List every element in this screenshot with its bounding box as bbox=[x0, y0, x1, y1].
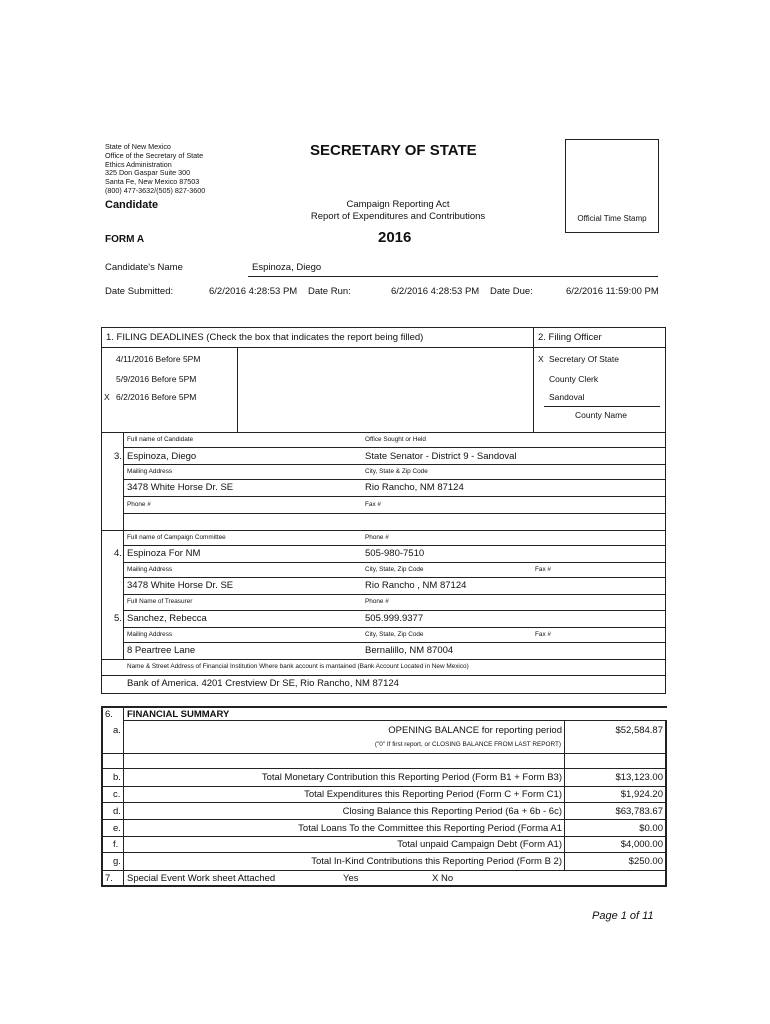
filing-deadlines-heading: 1. FILING DEADLINES (Check the box that indicates the report being filled) bbox=[106, 332, 424, 343]
opening-balance-label: OPENING BALANCE for reporting period bbox=[388, 725, 562, 736]
city-state-zip-label: City, State, Zip Code bbox=[365, 566, 424, 573]
mailing-address-label: Mailing Address bbox=[127, 631, 173, 638]
row-letter: a. bbox=[113, 725, 121, 736]
county-name-value: Sandoval bbox=[549, 392, 585, 402]
special-event-yes-option[interactable]: Yes bbox=[343, 873, 359, 884]
section-number: 5. bbox=[114, 613, 122, 624]
deadline-option: 6/2/2016 Before 5PM bbox=[116, 392, 197, 402]
address-line: 325 Don Gaspar Suite 300 bbox=[105, 168, 191, 178]
phone-label: Phone # bbox=[365, 534, 389, 541]
city-state-zip-label: City, State, Zip Code bbox=[365, 631, 424, 638]
form-label: FORM A bbox=[105, 234, 145, 245]
summary-row-label: Total unpaid Campaign Debt (Form A1) bbox=[397, 839, 562, 850]
fax-label: Fax # bbox=[535, 566, 551, 573]
candidate-fullname-value: Espinoza, Diego bbox=[127, 451, 197, 462]
fax-label: Fax # bbox=[535, 631, 551, 638]
date-due-label: Date Due: bbox=[490, 286, 533, 297]
section-number: 6. bbox=[105, 709, 113, 720]
date-submitted-value: 6/2/2016 4:28:53 PM bbox=[209, 286, 298, 297]
city-state-zip-value: Rio Rancho , NM 87124 bbox=[365, 580, 467, 591]
mailing-address-label: Mailing Address bbox=[127, 468, 173, 475]
officer-checkbox[interactable]: X bbox=[538, 354, 544, 364]
summary-row-value: $63,783.67 bbox=[615, 806, 663, 817]
candidate-name-value: Espinoza, Diego bbox=[252, 262, 322, 273]
city-state-zip-label: City, State & Zip Code bbox=[365, 468, 428, 475]
summary-row-label: Total Monetary Contribution this Reporting Period (Form B1 + Form B3) bbox=[261, 772, 562, 783]
special-event-label: Special Event Work sheet Attached bbox=[127, 873, 276, 884]
fax-label: Fax # bbox=[365, 501, 381, 508]
row-letter: e. bbox=[113, 823, 121, 834]
date-submitted-label: Date Submitted: bbox=[105, 286, 174, 297]
date-run-label: Date Run: bbox=[308, 286, 351, 297]
summary-row-value: $13,123.00 bbox=[615, 772, 663, 783]
section-number: 4. bbox=[114, 548, 122, 559]
date-due-value: 6/2/2016 11:59:00 PM bbox=[566, 286, 659, 297]
section-number: 3. bbox=[114, 451, 122, 462]
mailing-address-value: 8 Peartree Lane bbox=[127, 645, 196, 656]
opening-balance-value: $52,584.87 bbox=[615, 725, 663, 736]
committee-name-value: Espinoza For NM bbox=[127, 548, 201, 559]
row-letter: d. bbox=[113, 806, 121, 817]
financial-summary-heading: FINANCIAL SUMMARY bbox=[127, 709, 230, 720]
bank-address-value: Bank of America. 4201 Crestview Dr SE, Rio Rancho, NM 87124 bbox=[127, 678, 399, 689]
mailing-address-value: 3478 White Horse Dr. SE bbox=[127, 580, 234, 591]
office-sought-value: State Senator - District 9 - Sandoval bbox=[365, 451, 517, 462]
treasurer-name-value: Sanchez, Rebecca bbox=[127, 613, 207, 624]
summary-row-value: $1,924.20 bbox=[620, 789, 663, 800]
summary-row-label: Closing Balance this Reporting Period (6a + 6b - 6c) bbox=[342, 806, 562, 817]
filing-officer-heading: 2. Filing Officer bbox=[538, 332, 602, 343]
address-line: (800) 477-3632/(505) 827-3600 bbox=[105, 185, 206, 195]
treasurer-phone-value: 505.999.9377 bbox=[365, 613, 424, 624]
row-letter: b. bbox=[113, 772, 121, 783]
opening-balance-note: ("0" If first report, or CLOSING BALANCE FROM LAST REPORT) bbox=[374, 741, 561, 748]
summary-row-label: Total Loans To the Committee this Reporting Period (Forma A1 bbox=[298, 823, 562, 834]
deadline-option: 5/9/2016 Before 5PM bbox=[116, 374, 197, 384]
city-state-zip-value: Rio Rancho, NM 87124 bbox=[365, 482, 464, 493]
page-title: SECRETARY OF STATE bbox=[310, 142, 477, 159]
act-line-1: Campaign Reporting Act bbox=[346, 199, 450, 210]
row-letter: g. bbox=[113, 856, 121, 867]
phone-label: Phone # bbox=[365, 598, 389, 605]
address-line: Ethics Administration bbox=[105, 159, 172, 169]
report-year: 2016 bbox=[378, 229, 412, 246]
candidate-label: Candidate bbox=[105, 199, 159, 211]
page-number: Page 1 of 11 bbox=[592, 910, 654, 922]
committee-phone-value: 505-980-7510 bbox=[365, 548, 425, 559]
bank-address-label: Name & Street Address of Financial Institution Where bank account is mantained (Bank Account Located in New Mexico) bbox=[127, 663, 469, 670]
summary-row-value: $4,000.00 bbox=[620, 839, 663, 850]
office-address-block bbox=[105, 143, 205, 196]
time-stamp-label: Official Time Stamp bbox=[577, 214, 647, 223]
summary-row-label: Total Expenditures this Reporting Period (Form C + Form C1) bbox=[304, 789, 562, 800]
summary-row-value: $250.00 bbox=[628, 856, 663, 867]
city-state-zip-value: Bernalillo, NM 87004 bbox=[365, 645, 454, 656]
candidate-name-label: Candidate's Name bbox=[105, 262, 183, 273]
act-line-2: Report of Expenditures and Contributions bbox=[310, 211, 486, 222]
officer-option: Secretary Of State bbox=[549, 354, 619, 364]
deadline-checkbox[interactable]: X bbox=[104, 392, 110, 402]
mailing-address-value: 3478 White Horse Dr. SE bbox=[127, 482, 234, 493]
committee-name-label: Full name of Campaign Committee bbox=[127, 534, 226, 541]
act-subtitle bbox=[306, 199, 490, 223]
special-event-no-option[interactable]: X No bbox=[432, 873, 454, 884]
row-letter: c. bbox=[113, 789, 121, 800]
office-sought-label: Office Sought or Held bbox=[365, 436, 426, 443]
treasurer-name-label: Full Name of Treasurer bbox=[127, 598, 193, 605]
address-line: State of New Mexico bbox=[105, 142, 171, 151]
county-name-label: County Name bbox=[575, 410, 627, 420]
summary-row-label: Total In-Kind Contributions this Reporting Period (Form B 2) bbox=[311, 856, 562, 867]
candidate-fullname-label: Full name of Candidate bbox=[127, 436, 194, 443]
phone-label: Phone # bbox=[127, 501, 151, 508]
address-line: Santa Fe, New Mexico 87503 bbox=[105, 177, 200, 187]
row-letter: f. bbox=[113, 839, 119, 850]
date-run-value: 6/2/2016 4:28:53 PM bbox=[391, 286, 480, 297]
officer-option: County Clerk bbox=[549, 374, 599, 384]
mailing-address-label: Mailing Address bbox=[127, 566, 173, 573]
address-line: Office of the Secretary of State bbox=[105, 150, 204, 160]
summary-row-value: $0.00 bbox=[639, 823, 663, 834]
deadline-option: 4/11/2016 Before 5PM bbox=[116, 354, 201, 364]
section-number: 7. bbox=[105, 873, 113, 884]
